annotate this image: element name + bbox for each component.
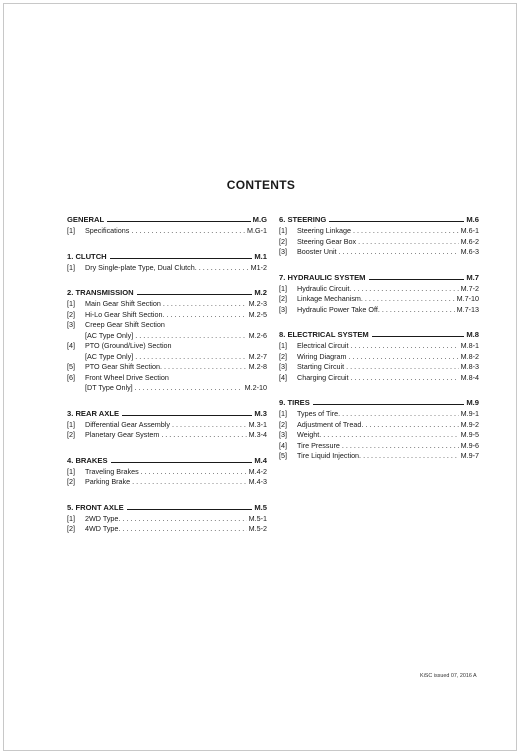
section-heading-label: 9. TIRES [279,398,310,407]
entry-number: [3] [279,430,287,439]
entry-page-ref: M.6-2 [460,236,479,246]
entry-number: [5] [67,362,75,371]
toc-entry[interactable] [279,451,479,462]
toc-entry[interactable] [67,467,267,478]
section-page-ref: M.6 [466,215,479,224]
section-page-ref: M.G [252,215,267,224]
entry-title: 4WD Type. [85,524,121,533]
toc-entry[interactable] [67,420,267,431]
entry-title: Hydraulic Power Take Off. [297,304,380,314]
section-8-electrical-system [279,328,479,383]
dot-leader [135,383,243,394]
entry-number: [2] [279,294,287,303]
heading-rule [369,279,465,280]
heading-rule [329,221,464,222]
entry-page-ref: M.7-10 [456,294,479,303]
dot-leader [349,352,459,363]
entry-number: [4] [279,440,287,450]
toc-entry[interactable] [279,226,479,237]
contents-right-column [279,213,479,475]
dot-leader [351,341,459,352]
toc-entry[interactable] [279,430,479,441]
toc-entry[interactable] [279,341,479,352]
entry-title: Hi-Lo Gear Shift Section. [85,309,165,319]
section-6-steering [279,213,479,258]
dot-leader [323,430,458,441]
entry-title: Front Wheel Drive Section [85,372,169,382]
toc-entry[interactable] [67,430,267,441]
section-heading[interactable] [67,454,267,465]
heading-rule [122,415,252,416]
entry-page-ref: M.3-1 [248,419,267,429]
entry-title: Creep Gear Shift Section [85,320,165,329]
toc-entry[interactable] [279,409,479,420]
heading-rule [111,462,253,463]
section-heading[interactable] [67,407,267,418]
entry-title: Linkage Mechanism. [297,294,363,303]
entry-page-ref: M.2-7 [248,351,267,361]
dot-leader [122,514,246,525]
toc-entry[interactable] [67,331,267,342]
section-3-rear-axle [67,407,267,441]
entry-number: [1] [67,226,75,235]
section-heading[interactable] [67,250,267,261]
entry-page-ref: M.9-6 [460,440,479,450]
section-page-ref: M.4 [254,455,267,465]
entry-title: Tire Pressure [297,440,340,450]
toc-entry[interactable] [67,352,267,363]
issue-footer: KiSC issued 07, 2016 A [420,673,477,679]
entry-page-ref: M.3-4 [248,430,267,439]
dot-leader [351,373,459,384]
toc-entry[interactable] [67,383,267,394]
section-9-tires [279,396,479,462]
entry-page-ref: M.9-1 [460,409,479,418]
entry-page-ref: M.8-1 [460,341,479,350]
toc-entry[interactable] [279,352,479,363]
section-7-hydraulic-system [279,271,479,316]
entry-number: [2] [67,524,75,533]
toc-entry[interactable] [67,477,267,488]
section-heading-label: 8. ELECTRICAL SYSTEM [279,330,369,339]
section-heading[interactable] [279,213,479,224]
entry-number: [5] [279,451,287,460]
toc-entry[interactable] [67,310,267,321]
toc-entry[interactable] [279,247,479,258]
entry-page-ref: M.2-3 [248,299,267,308]
entry-number: [2] [67,477,75,486]
dot-leader [365,294,455,305]
section-heading[interactable] [67,501,267,512]
toc-entry[interactable] [279,373,479,384]
section-2-transmission [67,286,267,394]
entry-number: [2] [67,430,75,439]
contents-left-column [67,213,267,548]
entry-page-ref: M.6-1 [460,226,479,235]
entry-title: Hydraulic Circuit. [297,283,352,293]
entry-title: Dry Single-plate Type, Dual Clutch. [85,262,197,272]
entry-page-ref: M.G-1 [247,226,267,235]
entry-number: [2] [67,309,75,319]
toc-entry[interactable] [67,299,267,310]
dot-leader [164,362,247,373]
dot-leader [339,247,459,258]
entry-number: [3] [279,362,287,371]
dot-leader [353,226,459,237]
entry-title: Starting Circuit [297,362,345,371]
toc-entry[interactable] [67,514,267,525]
entry-number: [6] [67,372,75,382]
heading-rule [313,404,465,405]
toc-entry[interactable] [279,420,479,431]
section-5-front-axle [67,501,267,535]
entry-page-ref: M.8-4 [460,372,479,382]
dot-leader [346,362,458,373]
section-heading-label: 5. FRONT AXLE [67,502,124,512]
toc-entry[interactable] [67,226,267,237]
entry-number: [1] [279,283,287,293]
section-page-ref: M.9 [466,398,479,407]
dot-leader [365,420,458,431]
entry-page-ref: M.5-2 [248,524,267,533]
toc-entry[interactable] [279,237,479,248]
entry-title: Adjustment of Tread. [297,419,364,429]
section-heading-label: 3. REAR AXLE [67,408,120,418]
entry-number: [1] [67,299,75,308]
entry-number: [3] [279,304,287,314]
section-page-ref: M.5 [254,502,267,512]
dot-leader [132,477,246,488]
entry-title: Traveling Brakes [85,466,139,476]
section-heading[interactable] [67,213,267,224]
toc-entry[interactable] [279,362,479,373]
page-title: CONTENTS [226,178,296,192]
entry-page-ref: M.6-3 [460,247,479,256]
section-heading[interactable] [67,286,267,297]
toc-entry[interactable] [279,305,479,316]
entry-number: [3] [67,320,75,329]
entry-page-ref: M.2-10 [244,383,267,392]
entry-title: Tire Liquid Injection. [297,451,362,460]
entry-title: Charging Circuit [297,372,349,382]
section-heading-label: GENERAL [67,215,105,224]
entry-page-ref: M.8-3 [460,362,479,371]
entry-number: [3] [279,247,287,256]
entry-number: [2] [279,419,287,429]
entry-page-ref: M.5-1 [248,513,267,523]
heading-rule [107,221,251,222]
section-page-ref: M.2 [254,288,267,297]
dot-leader [161,430,246,441]
entry-title: Booster Unit [297,247,337,256]
entry-page-ref: M.2-5 [248,309,267,319]
entry-number: [1] [279,226,287,235]
section-heading[interactable] [279,396,479,407]
section-heading[interactable] [279,328,479,339]
entry-page-ref: M.2-6 [248,330,267,340]
section-page-ref: M.1 [254,251,267,261]
dot-leader [342,409,458,420]
entry-title: Steering Gear Box [297,236,357,246]
entry-page-ref: M.2-8 [248,362,267,371]
heading-rule [372,336,465,337]
entry-title: Main Gear Shift Section [85,299,161,308]
entry-title: 2WD Type. [85,513,121,523]
dot-leader [141,467,247,478]
entry-title: Electrical Circuit [297,341,349,350]
entry-number: [1] [67,466,75,476]
toc-entry[interactable] [67,362,267,373]
entry-number: [2] [279,236,287,246]
toc-entry[interactable] [67,373,267,384]
heading-rule [137,294,253,295]
section-general [67,213,267,237]
heading-rule [127,509,253,510]
toc-entry[interactable] [67,341,267,352]
entry-number: [1] [67,513,75,523]
dot-leader [342,441,459,452]
section-heading-label: 6. STEERING [279,215,327,224]
entry-number: [2] [279,351,287,361]
section-heading-label: 7. HYDRAULIC SYSTEM [279,272,366,282]
section-page-ref: M.7 [466,272,479,282]
dot-leader [135,331,246,342]
section-heading-label: 1. CLUTCH [67,251,107,261]
dot-leader [135,352,246,363]
entry-title: Wiring Diagram [297,351,347,361]
entry-title: Specifications [85,226,130,235]
toc-entry[interactable] [279,294,479,305]
dot-leader [163,299,247,310]
section-page-ref: M.8 [466,330,479,339]
entry-title: Parking Brake [85,477,131,486]
entry-number: [1] [279,341,287,350]
entry-title: [AC Type Only] [85,351,134,361]
entry-page-ref: M1-2 [250,262,267,272]
entry-number: [4] [279,372,287,382]
entry-title: [AC Type Only] [85,330,134,340]
entry-page-ref: M.8-2 [460,351,479,361]
dot-leader [353,284,458,295]
dot-leader [167,310,247,321]
dot-leader [131,226,245,237]
section-4-brakes [67,454,267,488]
entry-number: [1] [67,262,75,272]
dot-leader [358,237,458,248]
entry-page-ref: M.9-5 [460,430,479,439]
section-heading-label: 4. BRAKES [67,455,108,465]
toc-entry[interactable] [67,524,267,535]
entry-number: [1] [279,409,287,418]
entry-title: PTO (Ground/Live) Section [85,341,172,350]
entry-title: [DT Type Only] [85,383,133,392]
heading-rule [110,258,253,259]
section-page-ref: M.3 [254,408,267,418]
entry-title: Types of Tire. [297,409,341,418]
toc-entry[interactable] [67,263,267,274]
entry-page-ref: M.7-2 [460,283,479,293]
entry-page-ref: M.9-2 [460,419,479,429]
dot-leader [199,263,249,274]
toc-entry[interactable] [67,320,267,331]
dot-leader [382,305,455,316]
toc-entry[interactable] [279,284,479,295]
entry-title: Steering Linkage [297,226,351,235]
dot-leader [172,420,247,431]
entry-title: Differential Gear Assembly [85,419,170,429]
section-heading[interactable] [279,271,479,282]
entry-title: PTO Gear Shift Section. [85,362,162,371]
entry-title: Weight. [297,430,322,439]
entry-page-ref: M.4-2 [248,466,267,476]
dot-leader [122,524,246,535]
entry-page-ref: M.4-3 [248,477,267,486]
entry-page-ref: M.7-13 [456,304,479,314]
dot-leader [363,451,459,462]
section-1-clutch [67,250,267,274]
entry-number: [4] [67,341,75,350]
entry-page-ref: M.9-7 [460,451,479,460]
entry-title: Planetary Gear System [85,430,160,439]
section-heading-label: 2. TRANSMISSION [67,288,134,297]
toc-entry[interactable] [279,441,479,452]
entry-number: [1] [67,419,75,429]
